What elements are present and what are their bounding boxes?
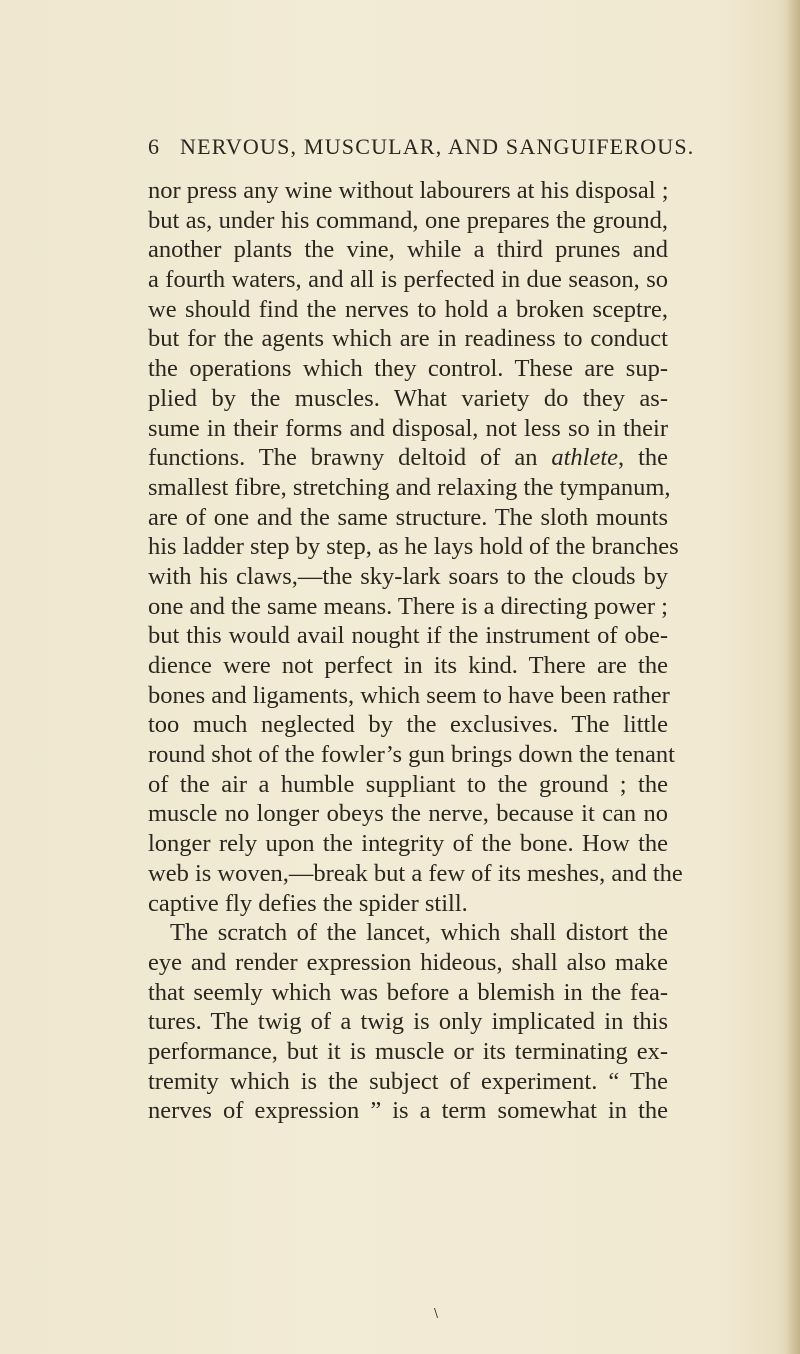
text-line: performance, but it is muscle or its terminating ex- [148,1037,668,1065]
text-line: we should find the nerves to hold a broken sceptre, [148,295,668,323]
page-number: 6 [148,134,161,159]
text-line: the operations which they control. These are sup- [148,355,668,383]
text-line: one and the same means. There is a directing power ; [148,592,668,620]
text-segment: functions. The brawny deltoid of an [148,444,552,472]
text-line: plied by the muscles. What variety do they as- [148,384,668,412]
text-line: bones and ligaments, which seem to have been rather [148,681,670,709]
text-line-paragraph-start: The scratch of the lancet, which shall distort the [170,919,668,947]
text-line: with his claws,—the sky-lark soars to the clouds by [148,562,668,590]
text-line: are of one and the same structure. The sloth mounts [148,503,668,531]
text-line: tures. The twig of a twig is only implicated in this [148,1008,668,1036]
running-head: NERVOUS, MUSCULAR, AND SANGUIFEROUS. [180,134,695,159]
text-line: that seemly which was before a blemish in the fea- [148,978,668,1006]
signature-mark: \ [434,1306,439,1320]
text-line: his ladder step by step, as he lays hold of the branches [148,533,679,561]
body-text [148,176,683,1126]
page-header [148,134,708,164]
text-line: but as, under his command, one prepares the ground, [148,206,668,234]
text-segment: , the [618,444,668,472]
text-line: another plants the vine, while a third prunes and [148,236,668,264]
text-line: nerves of expression ” is a term somewhat in the [148,1097,668,1125]
text-line: of the air a humble suppliant to the ground ; the [148,770,668,798]
text-line: too much neglected by the exclusives. The little [148,711,668,739]
text-line: longer rely upon the integrity of the bone. How the [148,830,668,858]
text-line: round shot of the fowler’s gun brings down the tenant [148,741,675,769]
page-edge-shadow [786,0,800,1354]
text-line: but for the agents which are in readiness to conduct [148,325,668,353]
text-line: eye and render expression hideous, shall also make [148,948,668,976]
text-line: sume in their forms and disposal, not less so in their [148,414,668,442]
text-line: web is woven,—break but a few of its meshes, and the [148,859,683,887]
text-line: muscle no longer obeys the nerve, because it can no [148,800,668,828]
text-line-athlete [148,443,668,473]
text-line: smallest fibre, stretching and relaxing the tympanum, [148,473,671,501]
text-line: dience were not perfect in its kind. There are the [148,652,668,679]
text-line: but this would avail nought if the instrument of obe- [148,622,668,650]
text-line: a fourth waters, and all is perfected in due season, so [148,266,668,294]
text-line: nor press any wine without labourers at his disposal ; [148,177,669,204]
text-line: tremity which is the subject of experiment. “ The [148,1067,668,1095]
text-line: captive fly defies the spider still. [148,889,468,917]
italic-word-athlete: athlete [551,444,619,472]
